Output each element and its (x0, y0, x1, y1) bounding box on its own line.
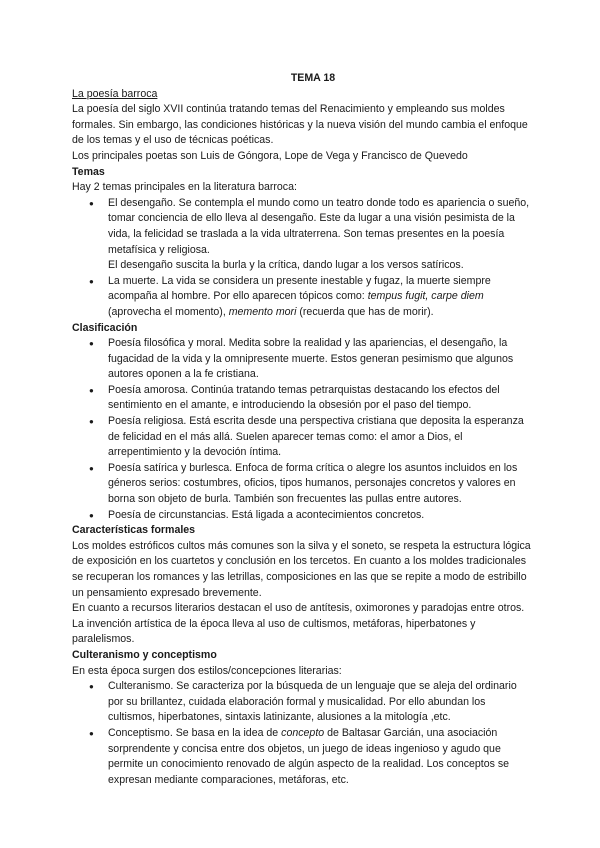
list-item: ● Poesía amorosa. Continúa tratando temas petrarquistas destacando los efectos del sentimiento en el amante, e introduciendo la obsesión por el paso del tiempo. (72, 383, 534, 414)
temas-lead: Hay 2 temas principales en la literatura barroca: (72, 181, 297, 194)
item-emphasis: memento mori (228, 305, 297, 318)
temas-list (72, 196, 534, 321)
section-subtitle: La poesía barroca (72, 87, 158, 100)
list-item: ● Poesía de circunstancias. Está ligada a acontecimientos concretos. (72, 508, 534, 524)
item-emphasis: concepto (281, 726, 325, 739)
item-text: Conceptismo. Se basa en la idea de (108, 726, 282, 739)
clasificacion-list (72, 336, 534, 523)
caracteristicas-paragraph: En cuanto a recursos literarios destacan el uso de antítesis, oximorones y paradojas entre otros. La invención artística de la época lleva al uso de cultismos, metáforas, hiperbatones y paralelismos. (72, 602, 525, 646)
list-item (72, 726, 534, 788)
item-emphasis: tempus fugit, carpe diem (367, 290, 484, 303)
list-item (72, 196, 534, 274)
item-text: (aprovecha el momento), (108, 305, 229, 318)
item-text: de Baltasar Garcián, una asociación sorprendente y concisa entre dos objetos, un juego de ideas ingenioso y agudo que permite un conocimiento renovado de algún aspecto de la realidad. Los conceptos se expresan mediante comparaciones, metáforas, etc. (108, 726, 510, 786)
page-title: TEMA 18 (290, 72, 336, 84)
culteranismo-list (72, 679, 534, 788)
list-item: ● Poesía filosófica y moral. Medita sobre la realidad y las apariencias, el desengaño, la fugacidad de la vida y la omnipresente muerte. Estos generan pesimismo que algunos autores oponen a la fe cristiana. (72, 336, 534, 383)
item-text: La muerte. La vida se considera un presente inestable y fugaz, la muerte siempre acompaña al hombre. Por ello aparecen tópicos como: (108, 274, 491, 303)
culteranismo-lead: En esta época surgen dos estilos/concepciones literarias: (72, 664, 342, 677)
document-content (72, 71, 534, 788)
list-item: ● Poesía religiosa. Está escrita desde una perspectiva cristiana que deposita la esperanza de felicidad en el más allá. Suelen aparecer temas como: el amor a Dios, el arrepentimiento y la devoción íntima. (72, 414, 534, 461)
caracteristicas-paragraph: Los moldes estróficos cultos más comunes son la silva y el soneto, se respeta la estructura lógica de exposición en los cuartetos y conclusión en los tercetos. En cuanto a los moldes tradicionales se recuperan los romances y las letrillas, composiciones en las que se repite a modo de estribillo un pensamiento expresado brevemente. (72, 539, 531, 599)
caracteristicas-heading: Características formales (72, 524, 196, 537)
list-item (72, 274, 534, 321)
item-extra: El desengaño suscita la burla y la crítica, dando lugar a los versos satíricos. (108, 259, 464, 272)
intro-paragraph: La poesía del siglo XVII continúa tratando temas del Renacimiento y empleando sus moldes formales. Sin embargo, las condiciones históricas y la nueva visión del mundo cambia el enfoque de los temas y el uso de técnicas poéticas. (72, 103, 528, 147)
list-item: ● Poesía satírica y burlesca. Enfoca de forma crítica o alegre los asuntos incluidos en los géneros serios: costumbres, oficios, tipos humanos, personajes concretos y valores en borna son objeto de burla. También son frecuentes las pullas entre autores. (72, 461, 534, 508)
item-text: El desengaño. Se contempla el mundo como un teatro donde todo es apariencia o sueño, tomar conciencia de ello lleva al desengaño. Este da lugar a una visión pesimista de la vida, la felicidad se traslada a la vida ultraterrena. Son temas presentes en la poesía metafísica y religiosa. (108, 196, 530, 256)
temas-heading: Temas (72, 165, 105, 178)
intro-poets: Los principales poetas son Luis de Góngora, Lope de Vega y Francisco de Quevedo (72, 149, 468, 162)
culteranismo-heading: Culteranismo y conceptismo (72, 648, 217, 661)
item-text: (recuerda que has de morir). (296, 305, 434, 318)
clasificacion-heading: Clasificación (72, 321, 138, 334)
list-item: ● Culteranismo. Se caracteriza por la búsqueda de un lenguaje que se aleja del ordinario por su brillantez, cuidada elaboración formal y musicalidad. Por ello abundan los cultismos, hiperbatones, sintaxis latinizante, alusiones a la mitología ,etc. (72, 679, 534, 726)
